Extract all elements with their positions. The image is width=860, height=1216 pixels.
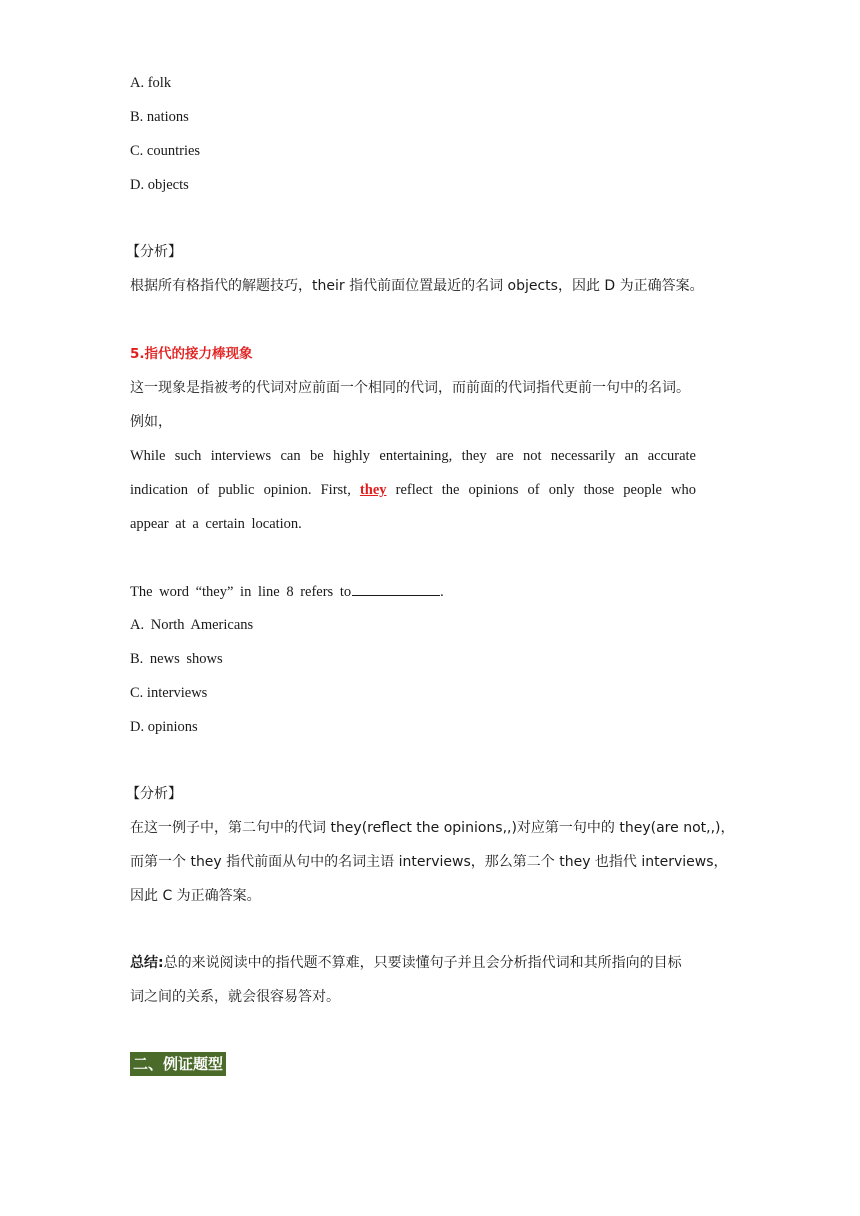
option-d: D. objects xyxy=(130,177,189,193)
option-a: A. folk xyxy=(130,75,172,91)
question-option-c: C. interviews xyxy=(130,685,208,701)
question-text: The word “they” in line 8 refers to xyxy=(130,584,352,600)
analysis-heading: 【分析】 xyxy=(126,244,182,260)
section-description: 这一现象是指被考的代词对应前面一个相同的代词，而前面的代词指代更前一句中的名词。 xyxy=(130,380,690,396)
section-heading: 5.指代的接力棒现象 xyxy=(130,346,253,362)
summary-line-1 xyxy=(130,953,682,973)
question-option-d: D. opinions xyxy=(130,719,198,735)
analysis-heading: 【分析】 xyxy=(126,786,182,802)
passage-line-1: While such interviews can be highly entertaining, they are not necessarily an accurate xyxy=(130,448,696,464)
analysis-line-1: 在这一例子中，第二句中的代词 they(reflect the opinions,,)对应第一句中的 they(are not,,)， xyxy=(130,820,735,836)
question-end: . xyxy=(440,584,444,600)
analysis-line-2: 而第一个 they 指代前面从句中的名词主语 interviews，那么第二个 they 也指代 interviews， xyxy=(130,854,728,870)
question-prompt xyxy=(130,581,444,602)
passage-line-2 xyxy=(130,480,696,500)
answer-blank xyxy=(352,581,440,596)
summary-label: 总结: xyxy=(130,955,164,971)
example-label: 例如， xyxy=(130,414,172,430)
section-2-heading: 二、例证题型 xyxy=(130,1052,226,1076)
passage-text: indication of public opinion. First, xyxy=(130,482,351,498)
option-b: B. nations xyxy=(130,109,189,125)
summary-text: 总的来说阅读中的指代题不算难，只要读懂句子并且会分析指代词和其所指向的目标 xyxy=(163,955,682,971)
analysis-line-3: 因此 C 为正确答案。 xyxy=(130,888,261,904)
passage-text: reflect the opinions of only those people who xyxy=(395,482,697,498)
highlighted-pronoun: they xyxy=(359,482,387,498)
question-option-a: A. North Americans xyxy=(130,617,254,633)
analysis-text: 根据所有格指代的解题技巧，their 指代前面位置最近的名词 objects，因此 D 为正确答案。 xyxy=(130,278,704,294)
summary-line-2: 词之间的关系，就会很容易答对。 xyxy=(130,989,340,1005)
question-option-b: B. news shows xyxy=(130,651,223,667)
option-c: C. countries xyxy=(130,143,201,159)
passage-line-3: appear at a certain location. xyxy=(130,516,302,532)
